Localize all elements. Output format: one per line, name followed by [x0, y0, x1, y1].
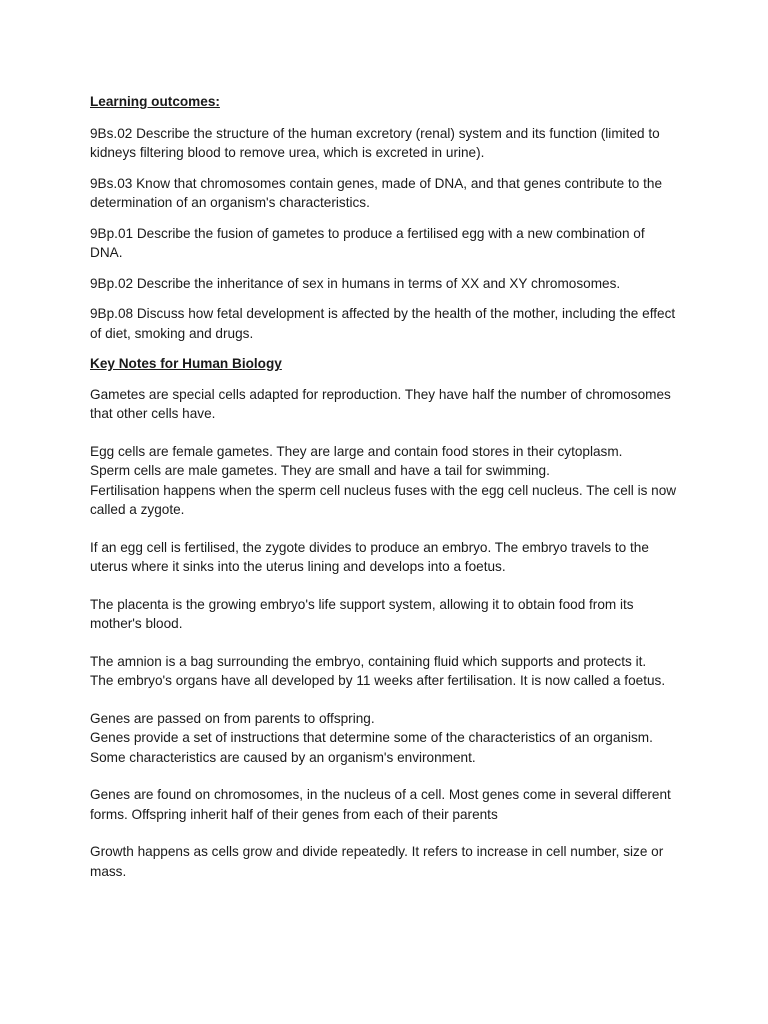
note-paragraph — [90, 652, 680, 691]
note-line: Sperm cells are male gametes. They are small and have a tail for swimming. — [90, 463, 550, 478]
note-line: Genes are found on chromosomes, in the nucleus of a cell. Most genes come in several different forms. Offspring inherit half of their genes from each of their parents — [90, 787, 671, 822]
outcome-item: 9Bp.08 Discuss how fetal development is affected by the health of the mother, including the effect of diet, smoking and drugs. — [90, 306, 676, 341]
note-line: Egg cells are female gametes. They are large and contain food stores in their cytoplasm. — [90, 443, 623, 459]
note-line: The embryo's organs have all developed by 11 weeks after fertilisation. It is now called a foetus. — [90, 673, 666, 688]
note-line: Genes are passed on from parents to offspring. — [90, 710, 375, 726]
note-paragraph — [90, 842, 680, 881]
key-notes-body — [90, 385, 680, 882]
note-line: The placenta is the growing embryo's life support system, allowing it to obtain food from its mother's blood. — [90, 596, 634, 631]
note-paragraph — [90, 595, 680, 634]
note-paragraph — [90, 709, 680, 768]
outcome-item: 9Bp.01 Describe the fusion of gametes to produce a fertilised egg with a new combination of DNA. — [90, 225, 645, 260]
note-paragraph — [90, 442, 680, 520]
outcome-item: 9Bs.02 Describe the structure of the human excretory (renal) system and its function (limited to kidneys filtering blood to remove urea, which is excreted in urine). — [90, 125, 660, 160]
note-paragraph — [90, 385, 680, 424]
note-line: Fertilisation happens when the sperm cell nucleus fuses with the egg cell nucleus. The cell is now called a zygote. — [90, 482, 677, 517]
note-line: Genes provide a set of instructions that determine some of the characteristics of an organism. — [90, 730, 653, 745]
learning-outcomes-list — [90, 124, 680, 344]
note-line: If an egg cell is fertilised, the zygote divides to produce an embryo. The embryo travels to the uterus where it sinks into the uterus lining and develops into a foetus. — [90, 539, 649, 574]
note-line: Growth happens as cells grow and divide repeatedly. It refers to increase in cell number, size or mass. — [90, 844, 664, 879]
note-line: Some characteristics are caused by an organism's environment. — [90, 749, 476, 765]
note-line: The amnion is a bag surrounding the embryo, containing fluid which supports and protects it. — [90, 653, 647, 669]
note-paragraph — [90, 785, 680, 824]
learning-outcomes-heading: Learning outcomes: — [90, 94, 220, 109]
note-paragraph — [90, 538, 680, 577]
outcome-item: 9Bp.02 Describe the inheritance of sex in humans in terms of XX and XY chromosomes. — [90, 275, 621, 291]
note-line: Gametes are special cells adapted for reproduction. They have half the number of chromosomes that other cells have. — [90, 386, 671, 421]
outcome-item: 9Bs.03 Know that chromosomes contain genes, made of DNA, and that genes contribute to the determination of an organism's characteristics. — [90, 175, 663, 210]
key-notes-heading: Key Notes for Human Biology — [90, 356, 282, 371]
